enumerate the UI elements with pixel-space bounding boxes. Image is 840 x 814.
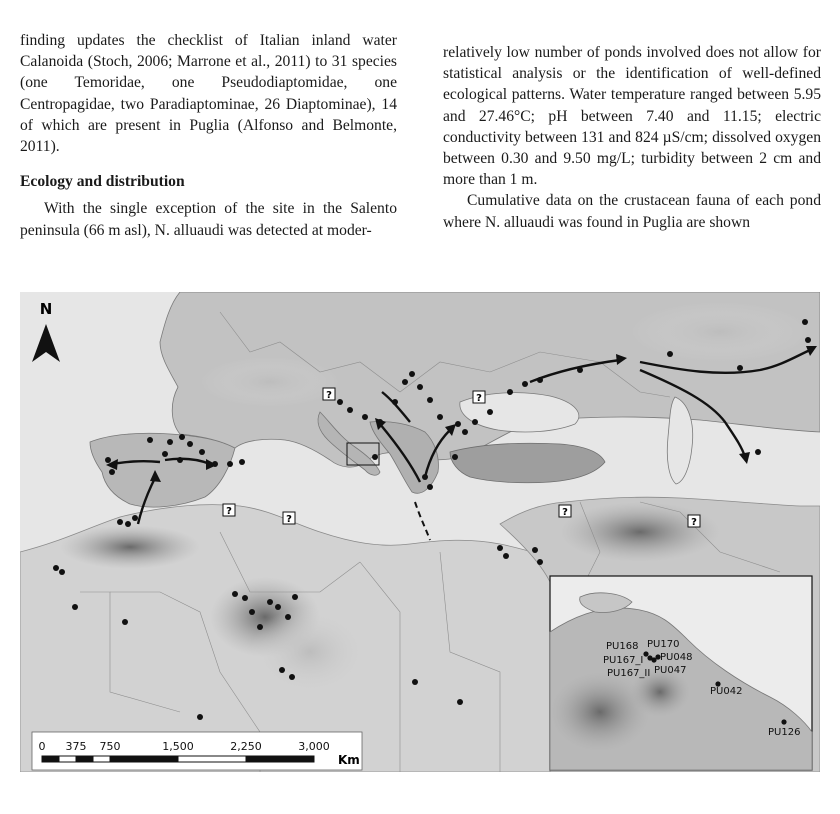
unknown-marker	[323, 388, 335, 401]
site-label: PU168	[606, 641, 639, 652]
scale-tick-label: 3,000	[298, 740, 330, 753]
right-text-column	[443, 42, 821, 233]
site-label: PU167_I	[603, 655, 644, 666]
site-point	[53, 565, 59, 571]
site-point	[532, 547, 538, 553]
site-label: PU042	[710, 686, 743, 697]
zagros-relief	[560, 502, 720, 562]
site-point	[279, 667, 285, 673]
site-point	[347, 407, 353, 413]
left-paragraph-1: finding updates the checklist of Italian inland water Calanoida (Stoch, 2006; Marrone et al., 2011) to 31 species (one Temoridae, one Pseudodiaptomidae, one Centropagidae, two Paradiaptominae, 26 Diaptominae), 14 of which are present in Puglia (Alfonso and Belmonte, 2011).	[20, 32, 397, 156]
scale-tick-label: 750	[99, 740, 121, 753]
scale-tick-label: 2,250	[230, 740, 262, 753]
right-paragraph-1: relatively low number of ponds involved does not allow for statistical analysis or the identification of well-defined ecological patterns. Water temperature ranged between 5.95 and 27.46°C; pH between 7.40 and 11.15; electric conductivity between 131 and 824 µS/cm; dissolved oxygen between 0.30 and 9.50 mg/L; turbidity between 2 cm and more than 1 m.	[443, 44, 821, 189]
site-label: PU047	[654, 665, 687, 676]
unknown-marker	[559, 505, 571, 518]
svg-text:?: ?	[326, 390, 332, 401]
site-point	[59, 569, 65, 575]
site-label: PU170	[647, 639, 680, 650]
site-point	[643, 651, 648, 656]
scale-tick-label: 375	[65, 740, 87, 753]
site-point	[402, 379, 408, 385]
site-point	[409, 371, 415, 377]
site-point	[249, 609, 255, 615]
site-point	[802, 319, 808, 325]
site-point	[109, 469, 115, 475]
site-point	[437, 414, 443, 420]
site-point	[805, 337, 811, 343]
site-point	[503, 553, 509, 559]
site-label: PU048	[660, 652, 693, 663]
site-point	[167, 439, 173, 445]
scale-tick-label: 0	[38, 740, 46, 753]
site-point	[362, 414, 368, 420]
site-point	[372, 454, 378, 460]
site-point	[457, 699, 463, 705]
svg-text:?: ?	[286, 514, 292, 525]
site-point	[472, 419, 478, 425]
site-point	[105, 457, 111, 463]
site-point	[267, 599, 273, 605]
site-point	[285, 614, 291, 620]
site-point	[122, 619, 128, 625]
sahara-relief	[250, 607, 370, 697]
site-point	[522, 381, 528, 387]
site-label: PU167_II	[607, 668, 651, 679]
unknown-marker	[688, 515, 700, 528]
svg-text:?: ?	[476, 393, 482, 404]
site-point	[125, 521, 131, 527]
site-point	[147, 437, 153, 443]
site-point	[667, 351, 673, 357]
site-point	[162, 451, 168, 457]
site-point	[737, 365, 743, 371]
site-point	[781, 719, 786, 724]
steppe-relief	[630, 302, 810, 362]
right-paragraph-2: Cumulative data on the crustacean fauna of each pond where N. alluaudi was found in Puglia are shown	[443, 192, 821, 231]
puglia-inset	[550, 576, 812, 770]
site-point	[427, 397, 433, 403]
site-point	[537, 559, 543, 565]
site-point	[72, 604, 78, 610]
map-svg	[20, 292, 820, 772]
site-point	[232, 591, 238, 597]
scale-bar	[32, 732, 362, 770]
north-label: N	[39, 300, 53, 318]
svg-text:?: ?	[691, 517, 697, 528]
left-paragraph-2: With the single exception of the site in the Salento peninsula (66 m asl), N. alluaudi was detected at moder-	[20, 200, 397, 239]
site-point	[257, 624, 263, 630]
site-point	[507, 389, 513, 395]
site-point	[132, 515, 138, 521]
site-point	[452, 454, 458, 460]
unknown-marker	[473, 391, 485, 404]
site-point	[179, 434, 185, 440]
site-point	[497, 545, 503, 551]
scale-tick-label: 1,500	[162, 740, 194, 753]
site-point	[292, 594, 298, 600]
section-heading: Ecology and distribution	[20, 173, 185, 191]
site-point	[242, 595, 248, 601]
site-point	[337, 399, 343, 405]
site-point	[427, 484, 433, 490]
svg-text:?: ?	[562, 507, 568, 518]
site-point	[197, 714, 203, 720]
alps-relief	[200, 357, 340, 407]
left-text-column	[20, 30, 397, 241]
scale-unit: Km	[338, 753, 360, 767]
site-label: PU126	[768, 727, 801, 738]
unknown-marker	[283, 512, 295, 525]
site-point	[289, 674, 295, 680]
atlas-relief	[60, 525, 200, 569]
site-point	[755, 449, 761, 455]
site-point	[412, 679, 418, 685]
site-point	[487, 409, 493, 415]
site-point	[417, 384, 423, 390]
site-point	[462, 429, 468, 435]
site-point	[239, 459, 245, 465]
site-point	[275, 604, 281, 610]
site-point	[199, 449, 205, 455]
site-point	[227, 461, 233, 467]
svg-text:?: ?	[226, 506, 232, 517]
unknown-marker	[223, 504, 235, 517]
site-point	[455, 421, 461, 427]
distribution-map-figure	[20, 292, 820, 772]
site-point	[117, 519, 123, 525]
site-point	[187, 441, 193, 447]
